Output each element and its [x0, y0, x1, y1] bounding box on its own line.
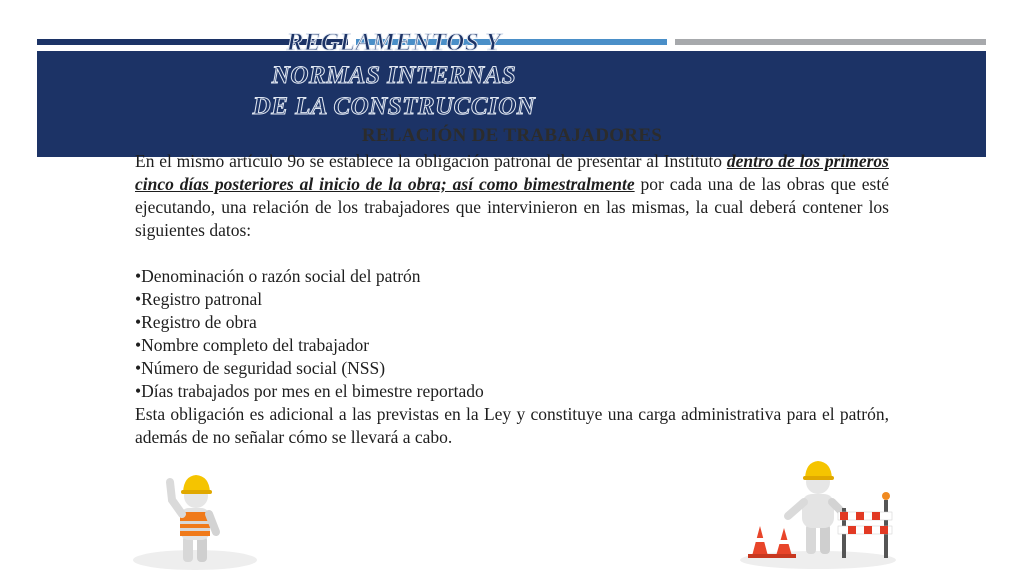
title-line: REGLAMENTOS Y: [286, 29, 502, 56]
list-item: •Registro de obra: [135, 312, 257, 332]
title-line: NORMAS INTERNAS: [271, 62, 517, 89]
list-item: •Número de seguridad social (NSS): [135, 358, 386, 378]
list-item: •Registro patronal: [135, 289, 263, 309]
waving-construction-worker-icon: [130, 466, 260, 572]
intro-emphasis: dentro de los primeros cinco días posteriores al inicio de la obra; así como bimestralmente: [135, 151, 889, 194]
list-item: •Días trabajados por mes en el bimestre reportado: [135, 381, 484, 401]
title-line: DE LA CONSTRUCCION: [252, 93, 536, 120]
intro-text: En el mismo artículo 9o se establece la obligación patronal de presentar al Instituto: [135, 151, 727, 171]
slide-subtitle: RELACIÓN DE TRABAJADORES: [361, 125, 663, 146]
list-item: •Denominación o razón social del patrón: [135, 266, 421, 286]
intro-text-end: por cada una de las obras que esté ejecutando, una relación de los trabajadores que intervinieron en las mismas, la cual deberá contener los siguientes datos:: [135, 174, 889, 240]
construction-worker-with-barrier-icon: [738, 456, 898, 570]
closing-paragraph: Esta obligación es adicional a las previstas en la Ley y constituye una carga administrativa para el patrón, además de no señalar cómo se llevará a cabo.: [135, 404, 889, 447]
intro-paragraph: [135, 150, 889, 242]
paragraph-gap: [135, 242, 889, 265]
required-data-list: [135, 265, 889, 403]
body-text: [135, 150, 889, 449]
list-item: •Nombre completo del trabajador: [135, 335, 370, 355]
